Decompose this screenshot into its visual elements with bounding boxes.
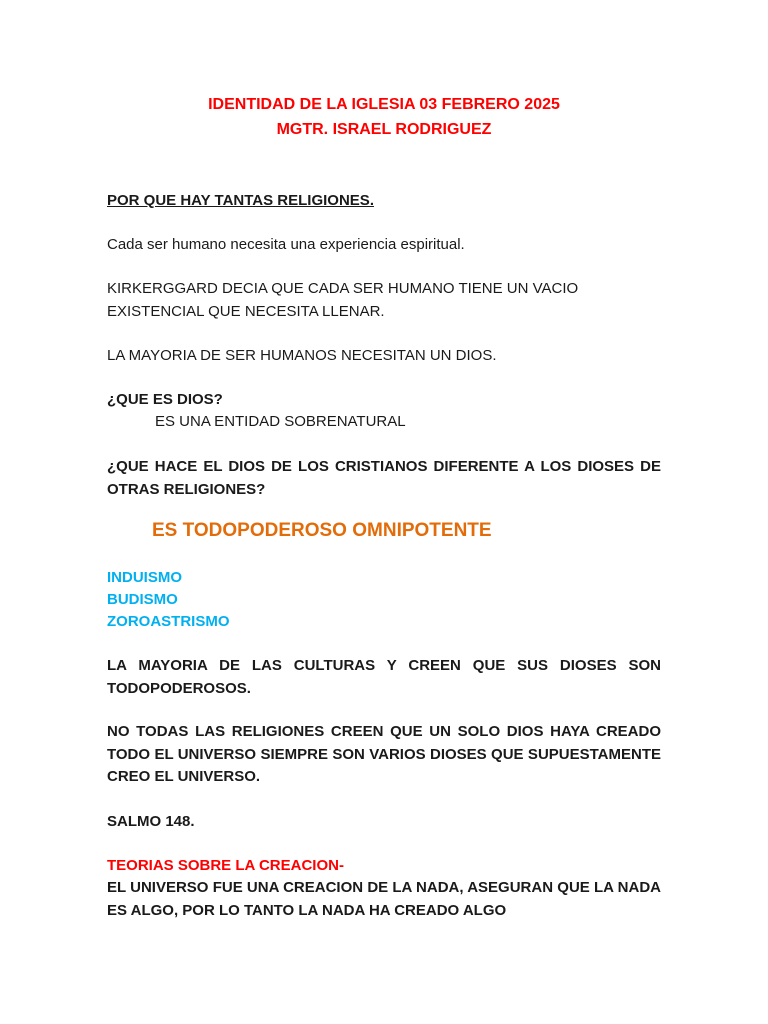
religion-item: ZOROASTRISMO: [107, 613, 230, 630]
document-title-line2: MGTR. ISRAEL RODRIGUEZ: [276, 121, 492, 138]
paragraph-4: LA MAYORIA DE LAS CULTURAS Y CREEN QUE SUS DIOSES SON TODOPODEROSOS.: [107, 657, 661, 697]
paragraph-5: NO TODAS LAS RELIGIONES CREEN QUE UN SOLO DIOS HAYA CREADO TODO EL UNIVERSO SIEMPRE SON VARIOS DIOSES QUE SUPUESTAMENTE CREO EL UNIVERSO.: [107, 723, 661, 785]
religion-item: BUDISMO: [107, 591, 178, 608]
highlight-statement: ES TODOPODEROSO OMNIPOTENTE: [152, 520, 492, 541]
paragraph-6: SALMO 148.: [107, 813, 195, 830]
religion-item: INDUISMO: [107, 569, 182, 586]
subheading: TEORIAS SOBRE LA CREACION-: [107, 857, 344, 874]
question-2: ¿QUE HACE EL DIOS DE LOS CRISTIANOS DIFERENTE A LOS DIOSES DE OTRAS RELIGIONES?: [107, 458, 661, 498]
paragraph-2: KIRKERGGARD DECIA QUE CADA SER HUMANO TIENE UN VACIO EXISTENCIAL QUE NECESITA LLENAR.: [107, 280, 579, 320]
answer-1: ES UNA ENTIDAD SOBRENATURAL: [155, 413, 406, 430]
document-title-line1: IDENTIDAD DE LA IGLESIA 03 FEBRERO 2025: [208, 96, 560, 113]
question-1: ¿QUE ES DIOS?: [107, 391, 223, 408]
section-heading: POR QUE HAY TANTAS RELIGIONES.: [107, 192, 374, 209]
paragraph-3: LA MAYORIA DE SER HUMANOS NECESITAN UN DIOS.: [107, 347, 497, 364]
paragraph-7: EL UNIVERSO FUE UNA CREACION DE LA NADA, ASEGURAN QUE LA NADA ES ALGO, POR LO TANTO LA NADA HA CREADO ALGO: [107, 879, 661, 919]
paragraph-1: Cada ser humano necesita una experiencia espiritual.: [107, 236, 465, 253]
